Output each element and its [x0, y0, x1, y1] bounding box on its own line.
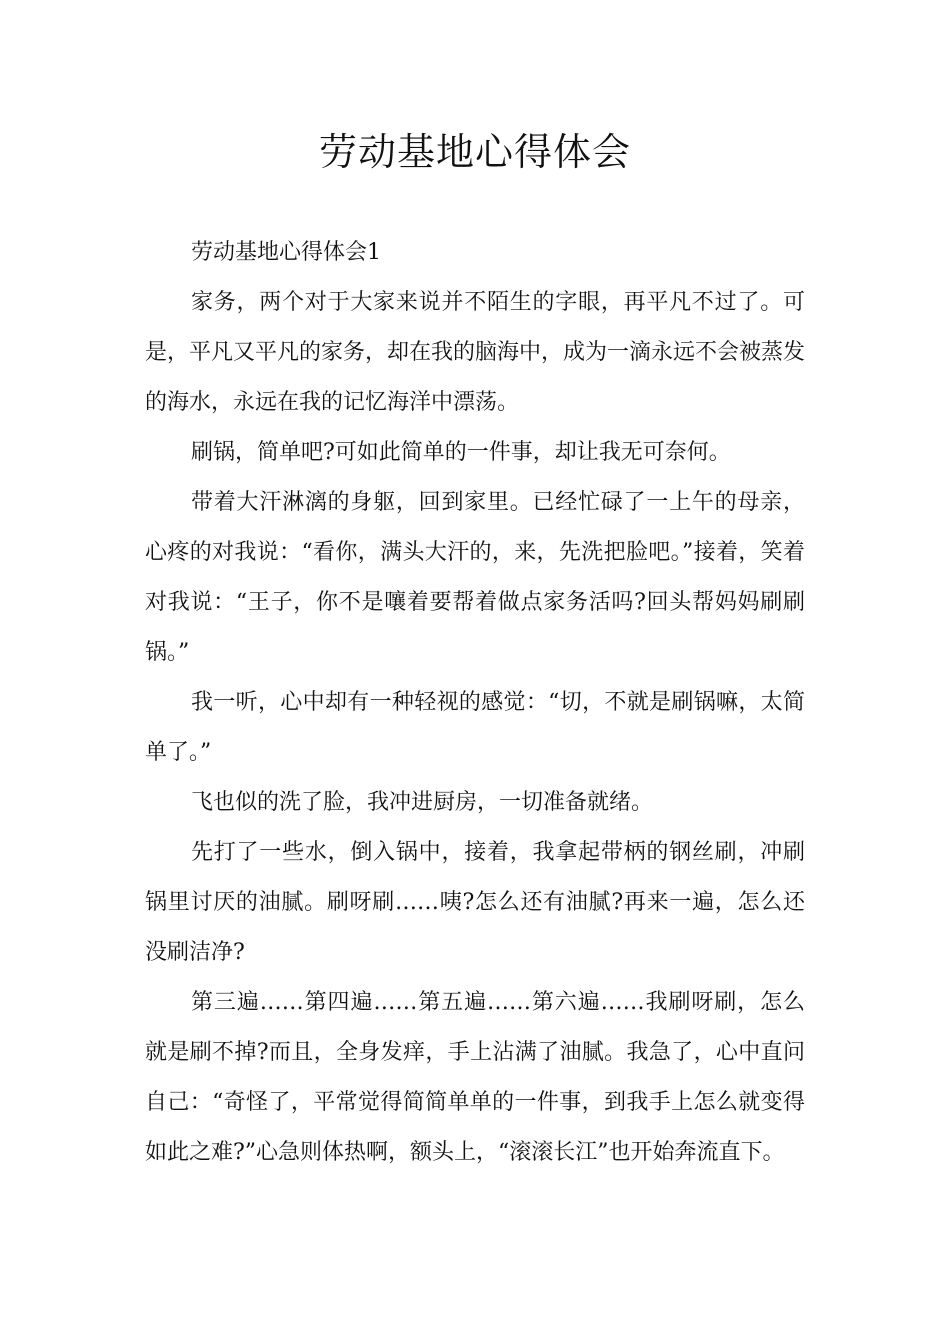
paragraph-8: 第三遍……第四遍……第五遍……第六遍……我刷呀刷，怎么就是刷不掉?而且，全身发痒，手上沾满了油腻。我急了，心中直问自己：“奇怪了，平常觉得简简单单的一件事，到我手上怎么就变得如此之难?”心急则体热啊，额头上，“滚滚长江”也开始奔流直下。	[145, 990, 805, 1165]
paragraph-4: 带着大汗淋漓的身躯，回到家里。已经忙碌了一上午的母亲，心疼的对我说：“看你，满头大汗的，来，先洗把脸吧。”接着，笑着对我说：“王子，你不是嚷着要帮着做点家务活吗?回头帮妈妈刷刷锅。”	[145, 490, 805, 665]
paragraph-6: 飞也似的洗了脸，我冲进厨房，一切准备就绪。	[191, 790, 654, 815]
paragraph-2: 家务，两个对于大家来说并不陌生的字眼，再平凡不过了。可是，平凡又平凡的家务，却在我的脑海中，成为一滴永远不会被蒸发的海水，永远在我的记忆海洋中漂荡。	[145, 290, 806, 415]
paragraph-5: 我一听，心中却有一种轻视的感觉：“切，不就是刷锅嘛，太简单了。”	[145, 690, 805, 765]
document-title: 劳动基地心得体会	[318, 130, 631, 174]
paragraph-1: 劳动基地心得体会1	[191, 240, 381, 265]
paragraph-7: 先打了一些水，倒入锅中，接着，我拿起带柄的钢丝刷，冲刷锅里讨厌的油腻。刷呀刷……咦?怎么还有油腻?再来一遍，怎么还没刷洁净?	[145, 840, 805, 965]
paragraph-3: 刷锅，简单吧?可如此简单的一件事，却让我无可奈何。	[191, 440, 731, 465]
document-body	[145, 228, 805, 1178]
